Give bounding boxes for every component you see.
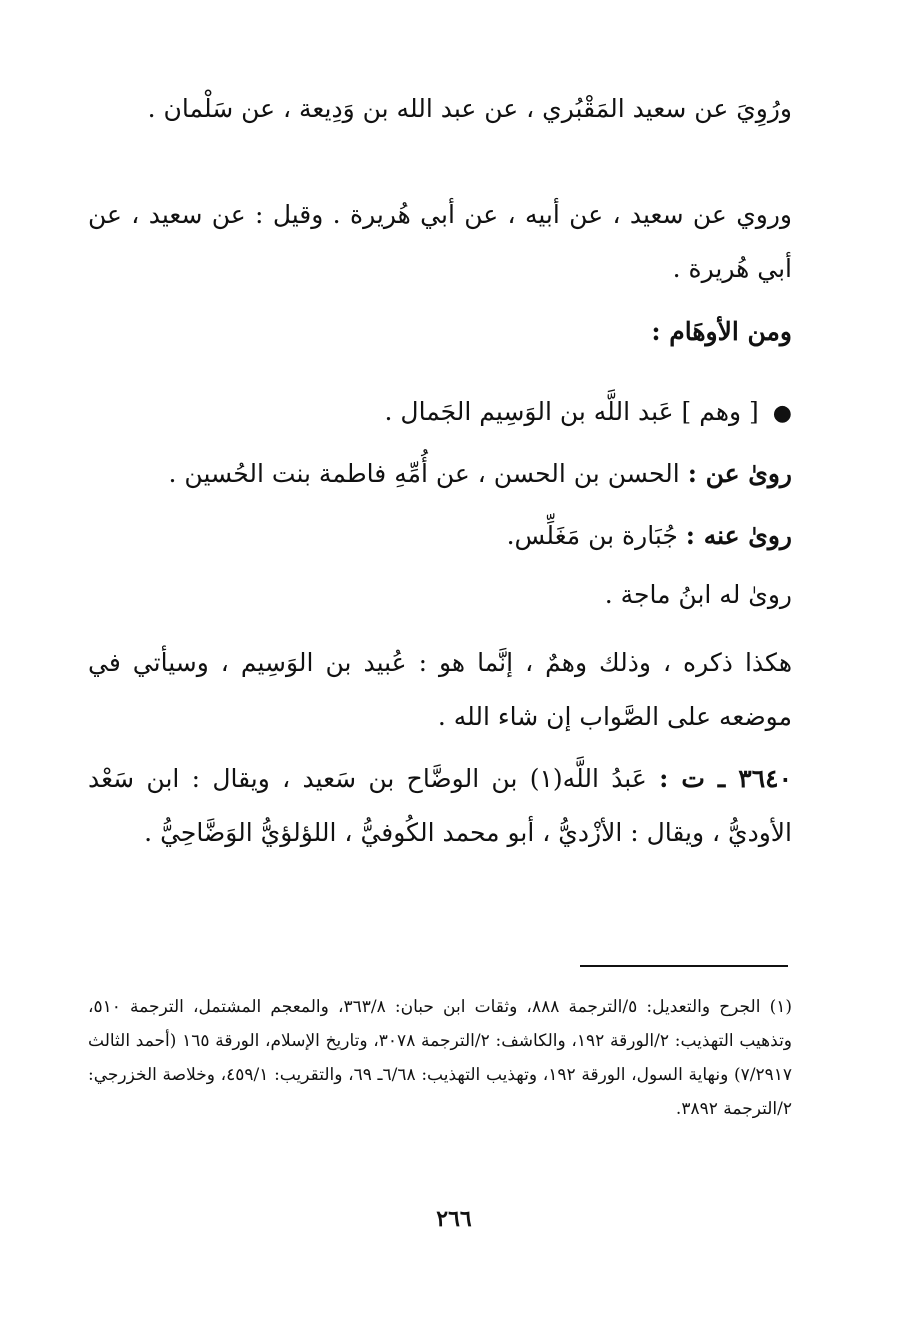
biography-entry bbox=[88, 752, 854, 860]
entry-number: ٣٦٤٠ ـ ت : bbox=[659, 764, 793, 793]
paragraph-abu-hurayra-text: وروي عن سعيد ، عن أبيه ، عن أبي هُريرة . وقيل : عن سعيد ، عن أبي هُريرة . bbox=[88, 200, 792, 283]
footnote bbox=[88, 990, 792, 1126]
page-number: ٢٦٦ bbox=[436, 1206, 472, 1232]
paragraph-abu-hurayra bbox=[88, 188, 854, 296]
paragraph-salman-text: ورُوِيَ عن سعيد المَقْبُري ، عن عبد الله بن وَدِيعة ، عن سَلْمان . bbox=[147, 94, 792, 123]
footnote-divider bbox=[580, 965, 788, 967]
paragraph-correction-text: هكذا ذكره ، وذلك وهمٌ ، إنَّما هو : عُبيد بن الوَسِيم ، وسيأتي في موضعه على الصَّواب إن شاء الله . bbox=[88, 648, 792, 731]
bullet-entry-text: [ وهم ] عَبد اللَّه بن الوَسِيم الجَمال . bbox=[384, 397, 759, 426]
ibn-maja-line bbox=[88, 568, 854, 622]
narrated-from-text: الحسن بن الحسن ، عن أُمِّهِ فاطمة بنت الحُسين . bbox=[168, 459, 680, 488]
bullet-entry bbox=[88, 385, 854, 441]
narrated-from-label: روىٰ عن : bbox=[687, 459, 792, 488]
narrated-from-line bbox=[88, 447, 854, 501]
narrated-by-line bbox=[88, 509, 854, 563]
bullet-icon: ● bbox=[772, 401, 792, 426]
paragraph-correction bbox=[88, 636, 854, 744]
narrated-by-label: روىٰ عنه : bbox=[685, 521, 792, 550]
section-heading bbox=[88, 305, 854, 359]
footnote-marker: (١) bbox=[769, 997, 792, 1017]
section-heading-text: ومن الأوهَام : bbox=[651, 317, 792, 346]
narrated-by-text: جُبَارة بن مَغَلِّس. bbox=[506, 521, 678, 550]
entry-text: عَبدُ اللَّه(١) بن الوضَّاح بن سَعيد ، ويقال : ابن سَعْد الأوديُّ ، ويقال : الأزْديُّ ، أبو محمد الكُوفيُّ ، اللؤلؤيُّ الوَضَّاحِيُّ . bbox=[88, 764, 792, 847]
footnote-text: الجرح والتعديل: ٥/الترجمة ٨٨٨، وثقات ابن حبان: ٣٦٣/٨، والمعجم المشتمل، الترجمة ٥١٠، وتذهيب التهذيب: ٢/الورقة ١٩٢، والكاشف: ٢/الترجمة ٣٠٧٨، وتاريخ الإسلام، الورقة ١٦٥ (أحمد الثالث ٧/٢٩١٧) ونهاية السول، الورقة ١٩٢، وتهذيب التهذيب: ٦/٦٨ـ ٦٩، والتقريب: ٤٥٩/١، وخلاصة الخزرجي: ٢/الترجمة ٣٨٩٢. bbox=[88, 997, 793, 1119]
ibn-maja-text: روىٰ له ابنُ ماجة . bbox=[604, 580, 792, 609]
paragraph-salman bbox=[88, 82, 854, 136]
